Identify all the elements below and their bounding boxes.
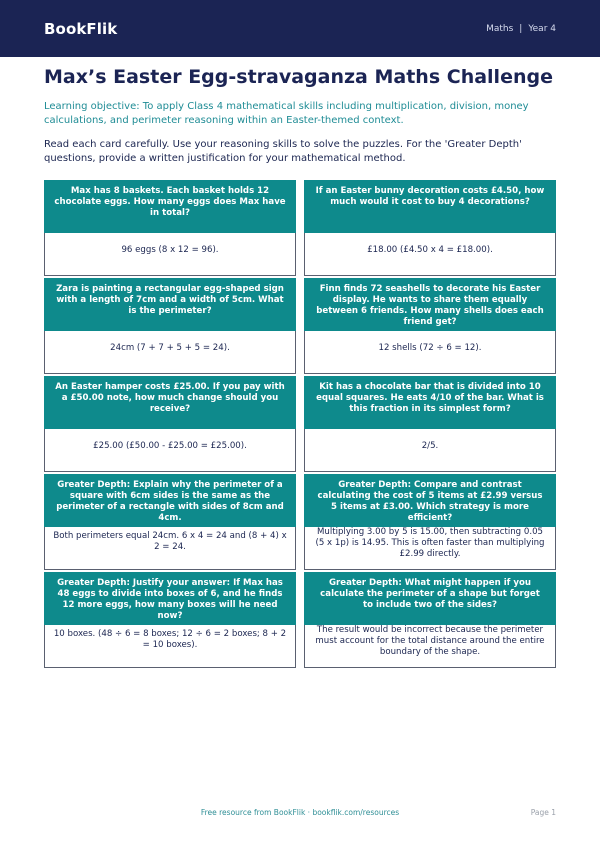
answer-text: Both perimeters equal 24cm. 6 x 4 = 24 and (8 + 4) x 2 = 24. bbox=[44, 527, 296, 570]
answer-text: 10 boxes. (48 ÷ 6 = 8 boxes; 12 ÷ 6 = 2 boxes; 8 + 2 = 10 boxes). bbox=[44, 625, 296, 668]
question-text: Zara is painting a rectangular egg-shaped sign with a length of 7cm and a width of 5cm. What is the perimeter? bbox=[44, 278, 296, 331]
breadcrumb-separator: | bbox=[519, 23, 523, 34]
question-card bbox=[44, 180, 296, 276]
question-text: Max has 8 baskets. Each basket holds 12 chocolate eggs. How many eggs does Max have in total? bbox=[44, 180, 296, 233]
question-card bbox=[304, 180, 556, 276]
answer-text: 12 shells (72 ÷ 6 = 12). bbox=[304, 331, 556, 374]
question-card bbox=[44, 376, 296, 472]
top-bar bbox=[0, 0, 600, 57]
greater-depth-card bbox=[44, 572, 296, 668]
answer-text: 24cm (7 + 7 + 5 + 5 = 24). bbox=[44, 331, 296, 374]
greater-depth-card bbox=[44, 474, 296, 570]
question-text: Kit has a chocolate bar that is divided into 10 equal squares. He eats 4/10 of the bar. What is this fraction in its simplest form? bbox=[304, 376, 556, 429]
question-text: Greater Depth: Compare and contrast calculating the cost of 5 items at £2.99 versus 5 items at £3.00. Which strategy is more efficient? bbox=[304, 474, 556, 527]
question-text: Greater Depth: Explain why the perimeter of a square with 6cm sides is the same as the perimeter of a rectangle with sides of 8cm and 4cm. bbox=[44, 474, 296, 527]
answer-text: The result would be incorrect because the perimeter must account for the total distance around the entire boundary of the shape. bbox=[304, 625, 556, 668]
question-card bbox=[44, 278, 296, 374]
breadcrumb bbox=[486, 24, 556, 34]
greater-depth-card bbox=[304, 474, 556, 570]
question-text: Greater Depth: What might happen if you calculate the perimeter of a shape but forget to include two of the sides? bbox=[304, 572, 556, 625]
question-text: If an Easter bunny decoration costs £4.50, how much would it cost to buy 4 decorations? bbox=[304, 180, 556, 233]
question-card bbox=[304, 376, 556, 472]
footer-link[interactable]: Free resource from BookFlik · bookflik.com/resources bbox=[200, 808, 400, 817]
answer-text: 2/5. bbox=[304, 429, 556, 472]
answer-text: Multiplying 3.00 by 5 is 15.00, then subtracting 0.05 (5 x 1p) is 14.95. This is often faster than multiplying £2.99 directly. bbox=[304, 527, 556, 570]
question-text: Greater Depth: Justify your answer: If Max has 48 eggs to divide into boxes of 6, and he finds 12 more eggs, how many boxes will he need now? bbox=[44, 572, 296, 625]
answer-text: £25.00 (£50.00 - £25.00 = £25.00). bbox=[44, 429, 296, 472]
breadcrumb-subject[interactable]: Maths bbox=[486, 23, 514, 34]
greater-depth-card bbox=[304, 572, 556, 668]
question-card bbox=[304, 278, 556, 374]
page-number: Page 1 bbox=[530, 808, 556, 817]
learning-objective: Learning objective: To apply Class 4 mathematical skills including multiplication, division, money calculations, and perimeter reasoning within an Easter-themed context. bbox=[44, 101, 529, 126]
instructions: Read each card carefully. Use your reasoning skills to solve the puzzles. For the 'Greater Depth' questions, provide a written justification for your mathematical method. bbox=[44, 139, 522, 164]
answer-text: £18.00 (£4.50 x 4 = £18.00). bbox=[304, 233, 556, 276]
brand-logo[interactable]: BookFlik bbox=[44, 19, 118, 38]
answer-text: 96 eggs (8 x 12 = 96). bbox=[44, 233, 296, 276]
question-text: Finn finds 72 seashells to decorate his Easter display. He wants to share them equally between 6 friends. How many shells does each friend get? bbox=[304, 278, 556, 331]
page-title: Max’s Easter Egg-stravaganza Maths Challenge bbox=[44, 66, 553, 88]
question-text: An Easter hamper costs £25.00. If you pay with a £50.00 note, how much change should you receive? bbox=[44, 376, 296, 429]
breadcrumb-year[interactable]: Year 4 bbox=[528, 23, 556, 34]
